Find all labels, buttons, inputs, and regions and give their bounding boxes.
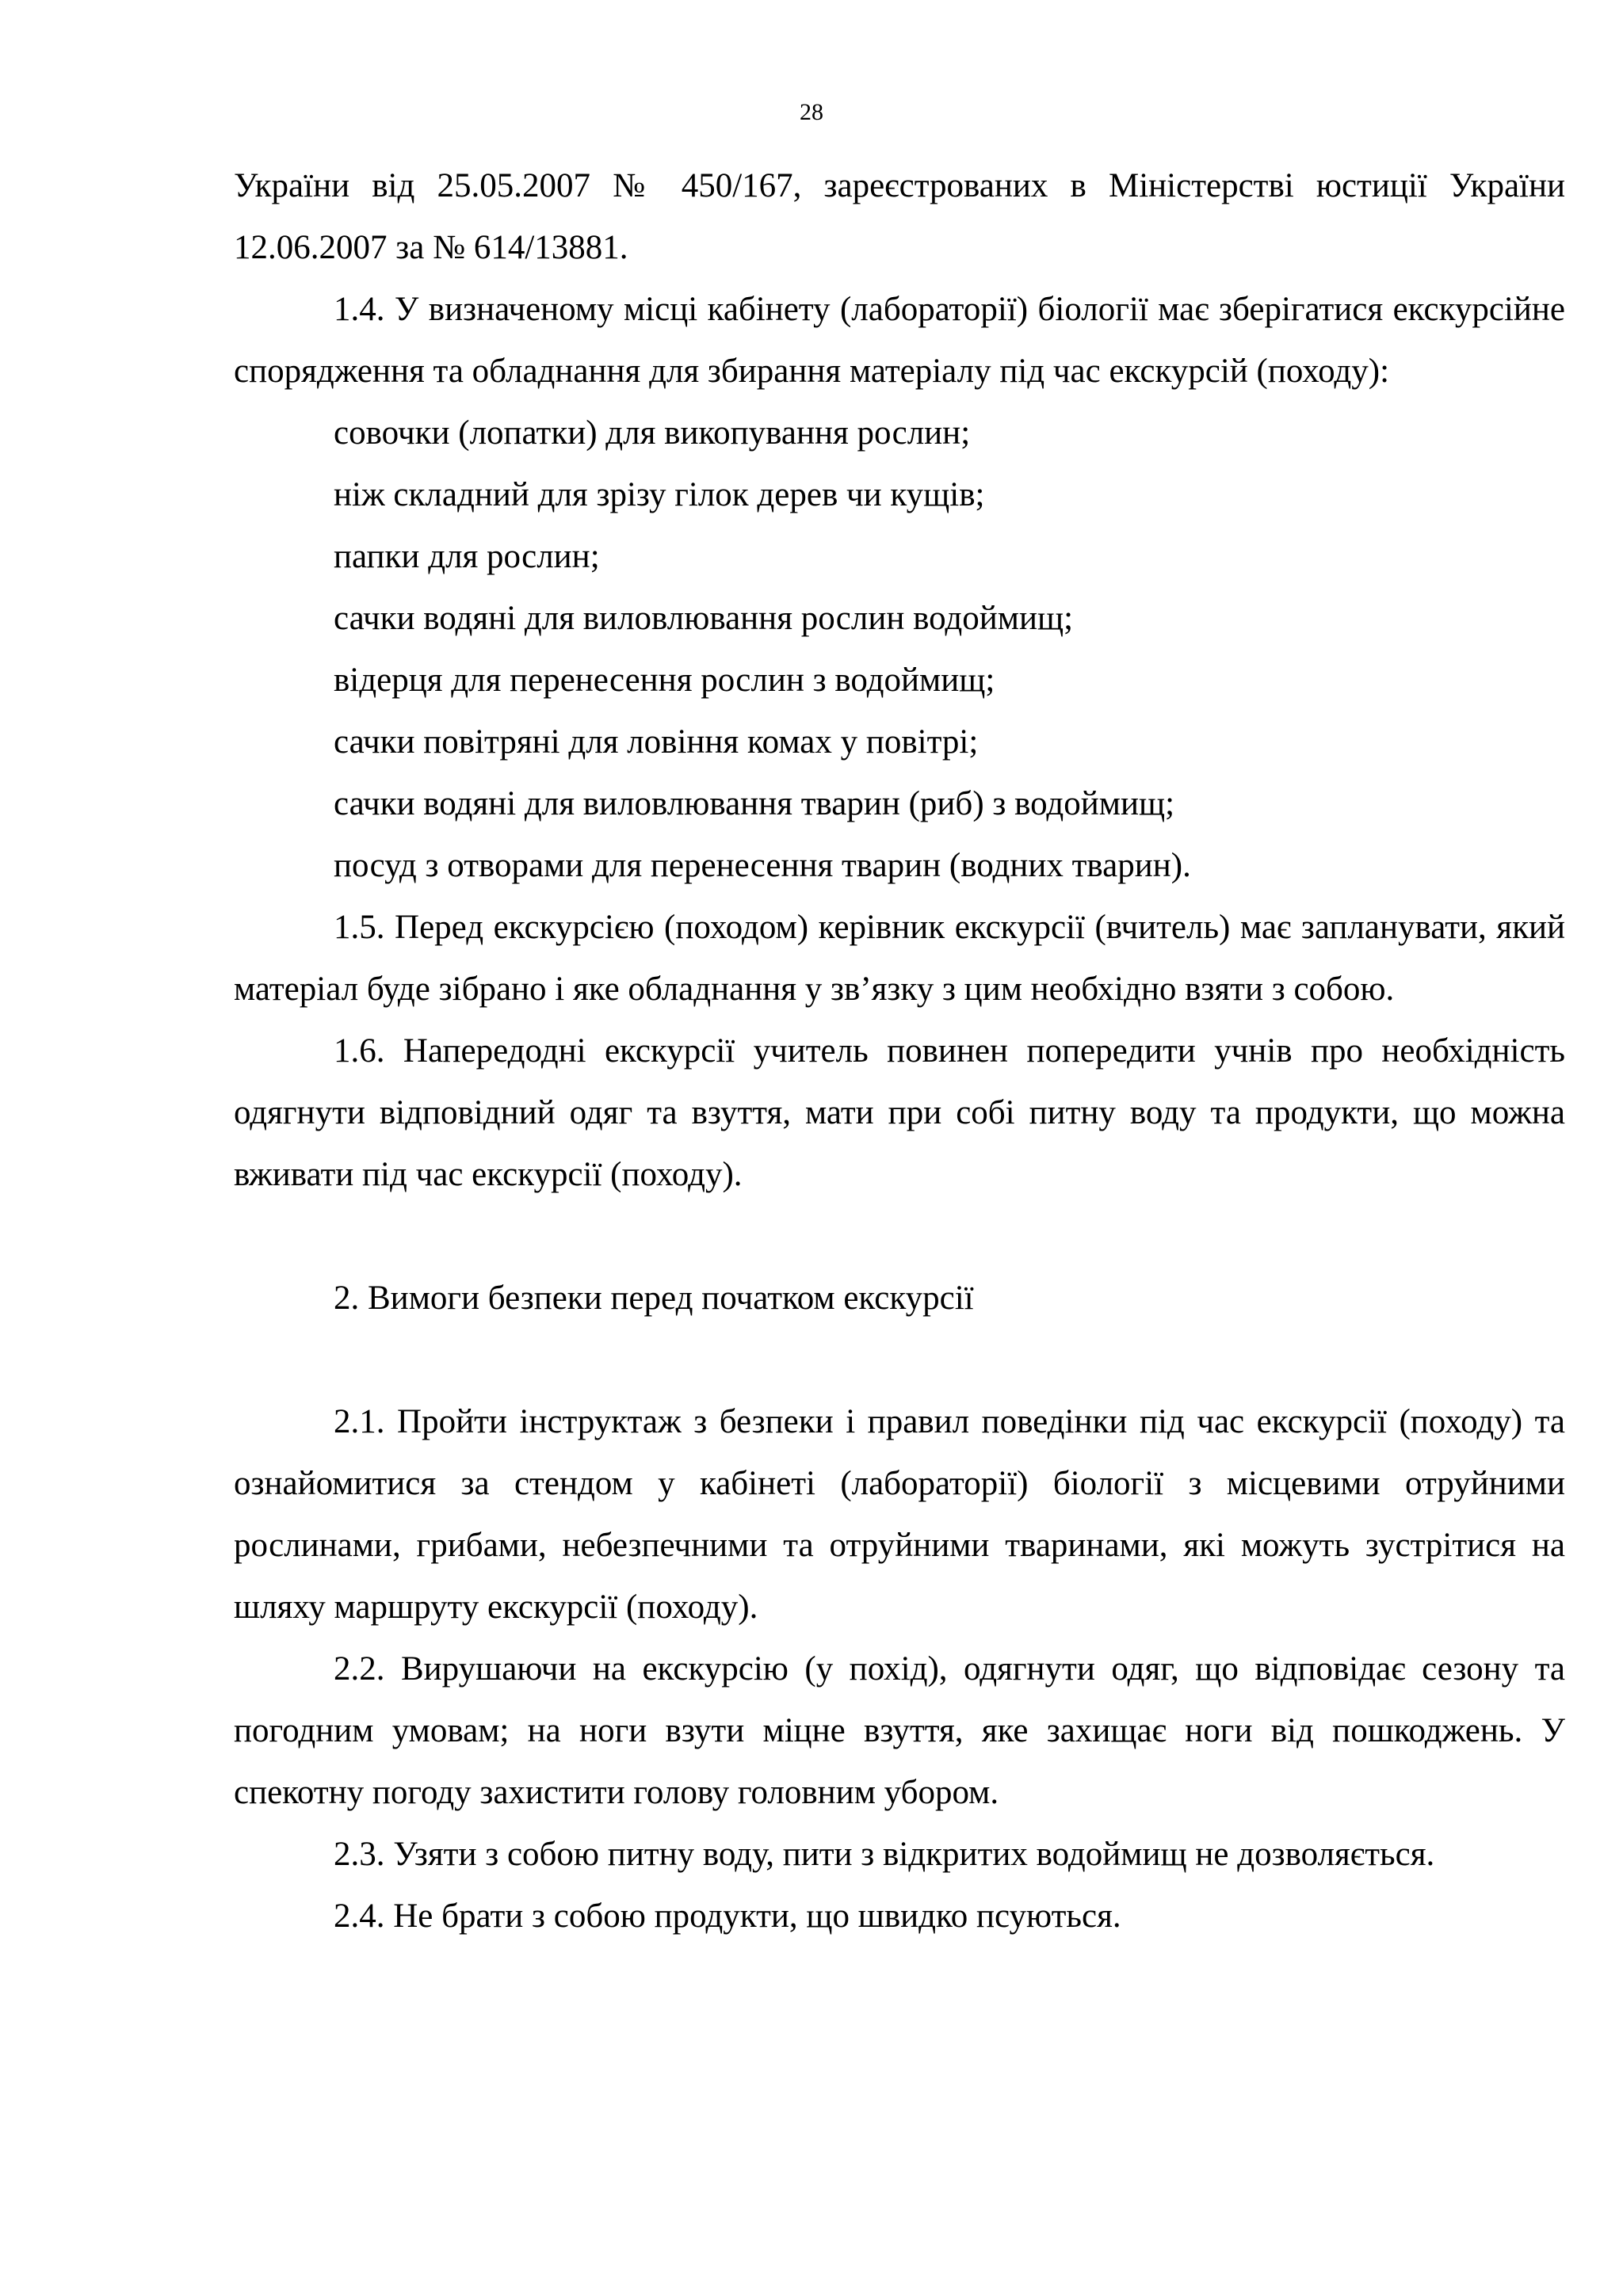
paragraph-2-3: 2.3. Узяти з собою питну воду, пити з відкритих водоймищ не дозволяється. [334,1836,1435,1873]
paragraph-intro: України від 25.05.2007 № 450/167, зареєстрованих в Міністерстві юстиції України 12.06.2007 за № 614/13881. [234,167,1565,266]
list-item: папки для рослин; [334,538,600,575]
paragraph-2-4: 2.4. Не брати з собою продукти, що швидко псуються. [334,1897,1121,1935]
spacer [234,1206,1565,1268]
paragraph-2-2: 2.2. Вирушаючи на екскурсію (у похід), одягнути одяг, що відповідає сезону та погодним умовам; на ноги взути міцне взуття, яке захищає ноги від пошкоджень. У спекотну погоду захистити голову головним убором. [234,1650,1565,1811]
list-item: сачки повітряні для ловіння комах у повітрі; [334,723,979,761]
list-item: ніж складний для зрізу гілок дерев чи кущів; [334,476,985,513]
list-item: відерця для перенесення рослин з водоймищ; [334,662,995,699]
paragraph-2-1: 2.1. Пройти інструктаж з безпеки і правил поведінки під час екскурсії (походу) та ознайомитися за стендом у кабінеті (лабораторії) біології з місцевими отруйними рослинами, грибами, небезпечними та отруйними тваринами, які можуть зустрітися на шляху маршруту екскурсії (походу). [234,1403,1565,1626]
paragraph-1-5: 1.5. Перед екскурсією (походом) керівник екскурсії (вчитель) має запланувати, який матеріал буде зібрано і яке обладнання у зв’язку з цим необхідно взяти з собою. [234,909,1565,1008]
list-item: посуд з отворами для перенесення тварин (водних тварин). [334,847,1191,884]
list-item: сачки водяні для виловлювання тварин (риб) з водоймищ; [334,785,1175,822]
document-body [234,155,1565,1947]
page-number: 28 [800,99,823,125]
section-2-heading: 2. Вимоги безпеки перед початком екскурсії [334,1280,974,1317]
equipment-list [234,402,1565,897]
paragraph-1-6: 1.6. Напередодні екскурсії учитель повинен попередити учнів про необхідність одягнути відповідний одяг та взуття, мати при собі питну воду та продукти, що можна вживати під час екскурсії (походу). [234,1032,1565,1193]
list-item: совочки (лопатки) для викопування рослин; [334,414,971,452]
spacer [234,1329,1565,1391]
list-item: сачки водяні для виловлювання рослин водоймищ; [334,600,1074,637]
paragraph-1-4: 1.4. У визначеному місці кабінету (лабораторії) біології має зберігатися екскурсійне спорядження та обладнання для збирання матеріалу під час екскурсій (походу): [234,291,1565,390]
